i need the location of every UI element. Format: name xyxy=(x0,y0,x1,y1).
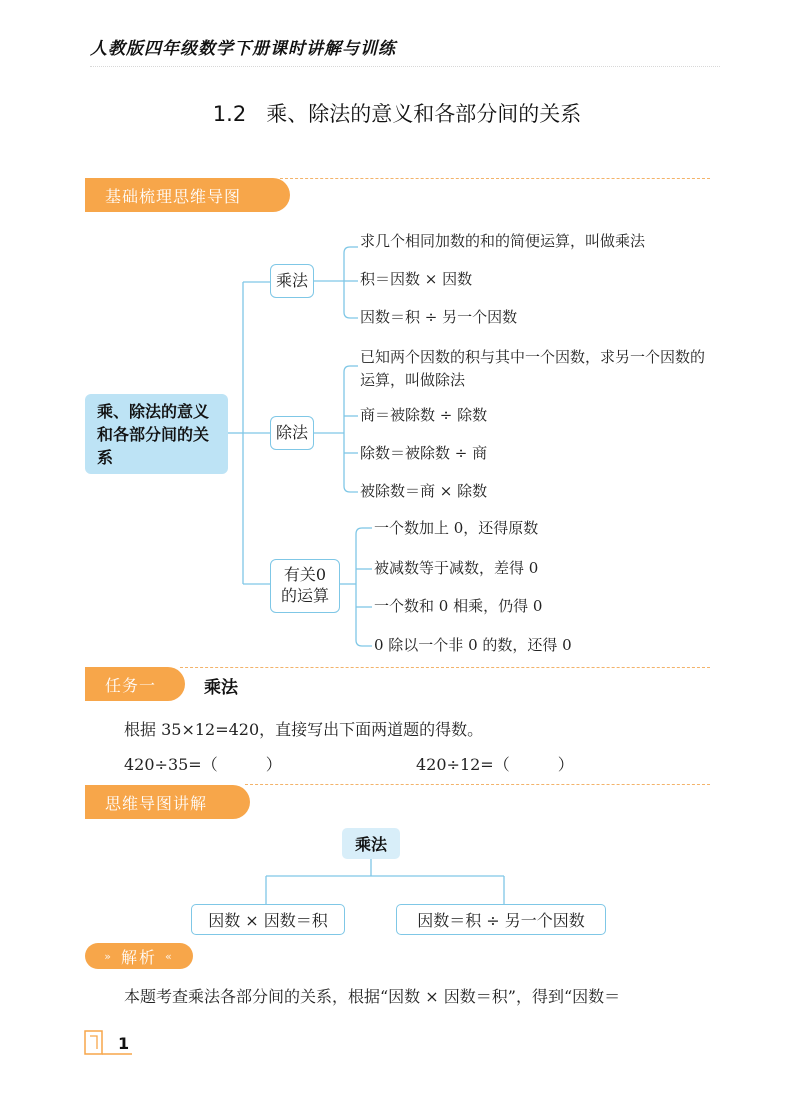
task1-question-2[interactable]: 420÷12=（ ） xyxy=(416,755,574,774)
leaf-zero-multiply: 一个数和 0 相乘，仍得 0 xyxy=(374,597,543,615)
section2-tab-label: 思维导图讲解 xyxy=(105,793,208,813)
diagram2-child-product: 因数 × 因数＝积 xyxy=(191,904,345,935)
leaf-zero-add: 一个数加上 0，还得原数 xyxy=(374,519,539,537)
task1-prompt: 根据 35×12=420，直接写出下面两道题的得数。 xyxy=(124,720,484,739)
leaf-div-dividend: 被除数＝商 × 除数 xyxy=(360,482,488,500)
analysis-label-text: 解析 xyxy=(120,947,157,967)
page-number: 1 xyxy=(118,1034,130,1053)
leaf-zero-subtract: 被减数等于减数，差得 0 xyxy=(374,559,539,577)
analysis-left-chevrons-icon: » xyxy=(104,949,113,963)
leaf-div-quotient: 商＝被除数 ÷ 除数 xyxy=(360,406,488,424)
lesson-title-text: 乘、除法的意义和各部分间的关系 xyxy=(266,102,582,126)
analysis-label xyxy=(85,943,193,969)
task1-name: 乘法 xyxy=(204,678,238,698)
section1-tab xyxy=(85,178,290,212)
header-divider xyxy=(90,66,720,67)
analysis-text: 本题考查乘法各部分间的关系，根据“因数 × 因数＝积”，得到“因数＝ xyxy=(124,987,621,1006)
task1-tab xyxy=(85,667,185,701)
branch-multiplication: 乘法 xyxy=(270,264,314,298)
section2-dashed-rule xyxy=(245,784,710,785)
task1-tab-label: 任务一 xyxy=(105,675,157,695)
lesson-number: 1.2 xyxy=(212,102,247,126)
leaf-mult-definition: 求几个相同加数的和的简便运算，叫做乘法 xyxy=(360,232,646,250)
book-title: 人教版四年级数学下册课时讲解与训练 xyxy=(90,39,396,59)
section1-tab-label: 基础梳理思维导图 xyxy=(105,186,242,206)
section1-dashed-rule xyxy=(280,178,710,179)
mindmap-root: 乘、除法的意义和各部分间的关系 xyxy=(85,394,228,474)
leaf-div-definition: 已知两个因数的积与其中一个因数，求另一个因数的运算，叫做除法 xyxy=(360,348,706,390)
task1-dashed-rule xyxy=(180,667,710,668)
task1-question-1[interactable]: 420÷35=（ ） xyxy=(124,755,282,774)
lesson-title xyxy=(0,98,794,128)
analysis-right-chevrons-icon: « xyxy=(165,949,174,963)
section2-tab xyxy=(85,785,250,819)
leaf-mult-product: 积＝因数 × 因数 xyxy=(360,270,473,288)
diagram2-child-factor: 因数＝积 ÷ 另一个因数 xyxy=(396,904,606,935)
leaf-div-divisor: 除数＝被除数 ÷ 商 xyxy=(360,444,488,462)
leaf-mult-factor: 因数＝积 ÷ 另一个因数 xyxy=(360,308,518,326)
diagram2-root: 乘法 xyxy=(342,828,400,859)
leaf-zero-divide: 0 除以一个非 0 的数，还得 0 xyxy=(374,636,572,654)
branch-division: 除法 xyxy=(270,416,314,450)
branch-zero-operations: 有关0的运算 xyxy=(270,559,340,613)
